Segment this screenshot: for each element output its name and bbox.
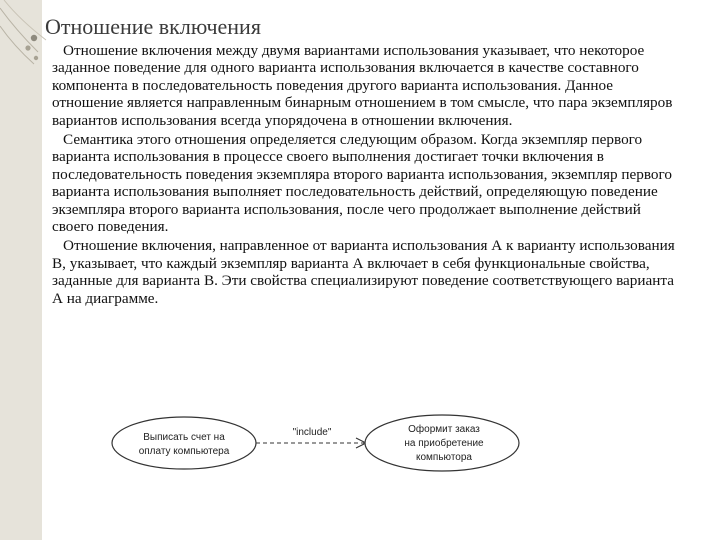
usecase-right-line3: компьютора xyxy=(416,452,472,463)
paragraph-1: Отношение включения между двумя вариантами использования указывает, что некоторое заданное поведение для одного варианта использования включается в качестве составного компонента в последовательность поведения другого варианта использования. Данное отношение является направленным бинарным отношением в том смысле, что пара экземпляров вариантов использования всегда упорядочена в отношении включения. xyxy=(52,42,673,129)
paragraph-3: Отношение включения, направленное от варианта использования А к варианту использования В, указывает, что каждый экземпляр варианта А включает в себя функциональные свойства, заданные для варианта В. Эти свойства специализируют поведение соответствующего варианта А на диаграмме. xyxy=(52,237,675,307)
paragraph-2: Семантика этого отношения определяется следующим образом. Когда экземпляр первого варианта использования в процессе своего выполнения достигает точки включения в последовательность поведения экземпляра второго варианта использования, экземпляр первого варианта использования выполняет последовательность действий, определяющую поведение экземпляра второго варианта использования, после чего продолжает выполнение действий своего поведения. xyxy=(52,131,672,236)
usecase-left-line1: Выписать счет на xyxy=(143,432,225,443)
include-label: "include" xyxy=(292,427,332,438)
slide-title: Отношение включения xyxy=(45,14,261,39)
usecase-right-line2: на приобретение xyxy=(404,438,484,449)
usecase-left-line2: оплату компьютера xyxy=(138,446,230,457)
usecase-left xyxy=(112,417,256,469)
usecase-right-line1: Оформит заказ xyxy=(408,424,480,435)
